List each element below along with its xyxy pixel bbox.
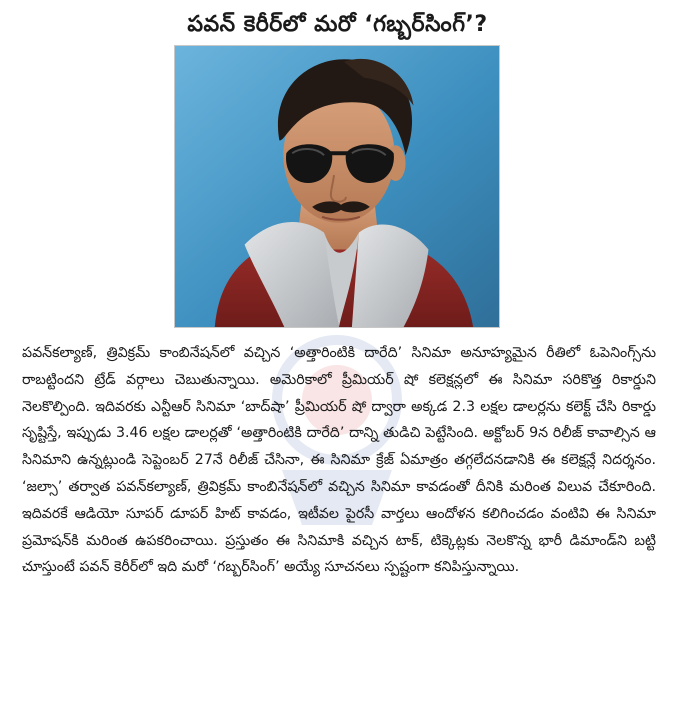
actor-portrait-illustration — [175, 46, 499, 327]
article-photo — [174, 45, 500, 328]
article-headline: పవన్ కెరీర్‌లో మరో ‘గబ్బర్‌సింగ్’? — [187, 12, 488, 37]
article-body: పవన్‌కల్యాణ్, త్రివిక్రమ్ కాంబినేషన్‌లో వచ్చిన ‘అత్తారింటికి దారేది’ సినిమా అనూహ్యమైన రీతిలో ఓపెనింగ్స్‌ను రాబట్టిందని ట్రేడ్ వర్గాలు చెబుతున్నాయి. అమెరికాలో ప్రీమియర్ షో కలెక్షన్లలో ఈ సినిమా సరికొత్త రికార్డుని నెలకొల్పింది. ఇదివరకు ఎన్టీఆర్ సినిమా ‘బాద్‌షా’ ప్రీమియర్ షో ద్వారా అక్కడ 2.3 లక్షల డాలర్లను కలెక్ట్ చేసి రికార్డు సృష్టిస్తే, ఇప్పుడు 3.46 లక్షల డాలర్లతో ‘అత్తారింటికి దారేది’ దాన్ని తుడిచి పెట్టేసింది. అక్టోబర్ 9న రిలీజ్ కావాల్సిన ఆ సినిమాని ఉన్నట్లుండి సెప్టెంబర్ 27నే రిలీజ్ చేసినా, ఈ సినిమా క్రేజ్ ఏమాత్రం తగ్గలేదనడానికి ఈ కలెక్షన్లే నిదర్శనం. ‘జల్సా’ తర్వాత పవన్‌కల్యాణ్, త్రివిక్రమ్ కాంబినేషన్‌లో వచ్చిన సినిమా కావడంతో దీనికి మరింత విలువ చేకూరింది. ఇదివరకే ఆడియో సూపర్ డూపర్ హిట్ కావడం, ఇటీవల పైరసీ వార్తలు ఆందోళన కలిగించడం వంటివి ఈ సినిమా ప్రమోషన్‌కి మరింత ఉపకరించాయి. ప్రస్తుతం ఈ సినిమాకి వచ్చిన టాక్, టిక్కెట్లకు నెలకొన్న భారీ డిమాండ్‌ని బట్టి చూస్తుంటే పవన్ కెరీర్‌లో ఇది మరో ‘గబ్బర్‌సింగ్’ అయ్యే సూచనలు స్పష్టంగా కనిపిస్తున్నాయి. — [22, 345, 656, 576]
